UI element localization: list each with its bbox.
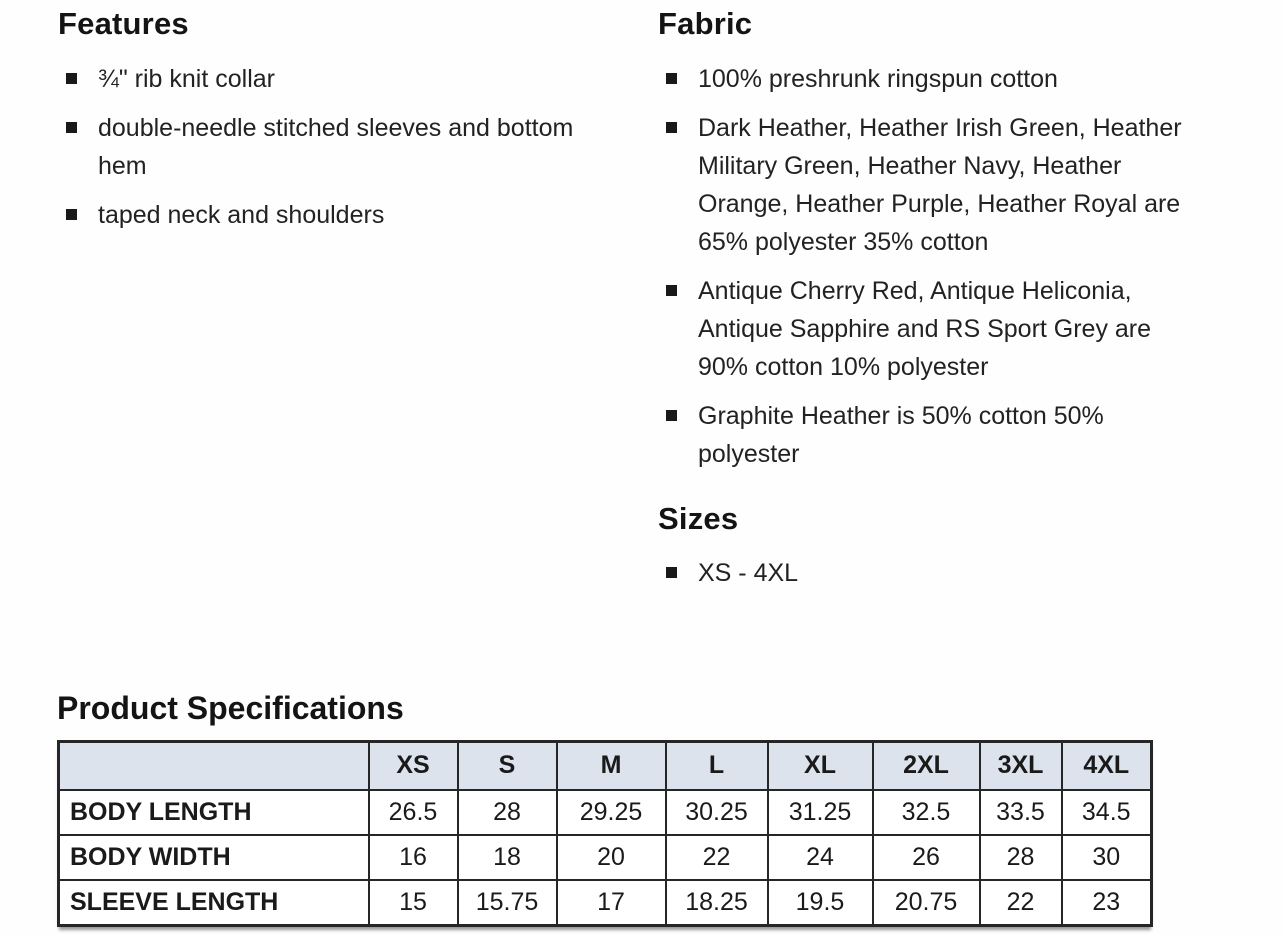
table-row bbox=[59, 790, 1152, 835]
product-specifications-title: Product Specifications bbox=[57, 690, 404, 726]
sizes-list bbox=[658, 554, 1218, 592]
list-item-text: Antique Cherry Red, Antique Heliconia, Antique Sapphire and RS Sport Grey are 90% cotton 10% polyester bbox=[698, 276, 1152, 381]
spec-cell: 26.5 bbox=[369, 790, 458, 835]
header-cell-3xl: 3XL bbox=[980, 741, 1062, 790]
spec-cell: 28 bbox=[458, 790, 557, 835]
header-cell-s: S bbox=[458, 741, 557, 790]
fabric-section bbox=[658, 6, 1218, 603]
spec-cell: 28 bbox=[980, 835, 1062, 880]
spec-cell: 24 bbox=[768, 835, 873, 880]
list-item-text: Graphite Heather is 50% cotton 50% polyester bbox=[698, 401, 1104, 468]
fabric-list bbox=[658, 60, 1218, 473]
spec-cell: 30 bbox=[1062, 835, 1152, 880]
spec-cell: 15.75 bbox=[458, 880, 557, 926]
list-item-text: ¾" rib knit collar bbox=[98, 64, 275, 93]
list-item-text: taped neck and shoulders bbox=[98, 200, 385, 229]
product-specifications-section bbox=[57, 690, 1157, 927]
list-item bbox=[658, 60, 1218, 98]
list-item bbox=[658, 554, 1218, 592]
list-item bbox=[658, 397, 1218, 473]
spec-cell: 23 bbox=[1062, 880, 1152, 926]
spec-cell: 26 bbox=[873, 835, 980, 880]
list-item bbox=[58, 196, 606, 234]
spec-cell: 31.25 bbox=[768, 790, 873, 835]
header-cell-xl: XL bbox=[768, 741, 873, 790]
bullet-icon bbox=[66, 73, 77, 84]
spec-cell: 29.25 bbox=[557, 790, 666, 835]
spec-cell: 30.25 bbox=[666, 790, 768, 835]
features-list bbox=[58, 60, 606, 234]
spec-cell: 32.5 bbox=[873, 790, 980, 835]
list-item bbox=[58, 109, 606, 185]
spec-cell: 19.5 bbox=[768, 880, 873, 926]
spec-cell: 33.5 bbox=[980, 790, 1062, 835]
row-label: SLEEVE LENGTH bbox=[59, 880, 369, 926]
spec-cell: 20.75 bbox=[873, 880, 980, 926]
header-cell-xs: XS bbox=[369, 741, 458, 790]
spec-cell: 22 bbox=[666, 835, 768, 880]
list-item-text: double-needle stitched sleeves and bottom hem bbox=[98, 113, 574, 180]
list-item-text: Dark Heather, Heather Irish Green, Heather Military Green, Heather Navy, Heather Orange, Heather Purple, Heather Royal are 65% polyester 35% cotton bbox=[698, 113, 1182, 256]
table-row bbox=[59, 835, 1152, 880]
bullet-icon bbox=[666, 410, 677, 421]
bullet-icon bbox=[666, 73, 677, 84]
bullet-icon bbox=[666, 122, 677, 133]
spec-cell: 15 bbox=[369, 880, 458, 926]
bullet-icon bbox=[666, 285, 677, 296]
header-cell-empty bbox=[59, 741, 369, 790]
header-cell-l: L bbox=[666, 741, 768, 790]
table-row bbox=[59, 880, 1152, 926]
sizes-title: Sizes bbox=[658, 500, 739, 536]
header-cell-m: M bbox=[557, 741, 666, 790]
spec-cell: 18 bbox=[458, 835, 557, 880]
list-item bbox=[658, 272, 1218, 386]
list-item bbox=[658, 109, 1218, 261]
spec-cell: 17 bbox=[557, 880, 666, 926]
sizes-section bbox=[658, 501, 1218, 593]
spec-cell: 22 bbox=[980, 880, 1062, 926]
bullet-icon bbox=[66, 122, 77, 133]
spec-cell: 34.5 bbox=[1062, 790, 1152, 835]
bullet-icon bbox=[666, 567, 677, 578]
header-cell-2xl: 2XL bbox=[873, 741, 980, 790]
table-header-row bbox=[59, 741, 1152, 790]
bullet-icon bbox=[66, 209, 77, 220]
row-label: BODY LENGTH bbox=[59, 790, 369, 835]
list-item-text: XS - 4XL bbox=[698, 559, 799, 588]
list-item-text: 100% preshrunk ringspun cotton bbox=[698, 64, 1058, 93]
spec-cell: 18.25 bbox=[666, 880, 768, 926]
spec-cell: 16 bbox=[369, 835, 458, 880]
row-label: BODY WIDTH bbox=[59, 835, 369, 880]
size-chart-table bbox=[57, 740, 1153, 927]
features-section bbox=[58, 6, 606, 245]
fabric-title: Fabric bbox=[658, 6, 753, 41]
features-title: Features bbox=[58, 6, 189, 41]
spec-cell: 20 bbox=[557, 835, 666, 880]
list-item bbox=[58, 60, 606, 98]
header-cell-4xl: 4XL bbox=[1062, 741, 1152, 790]
